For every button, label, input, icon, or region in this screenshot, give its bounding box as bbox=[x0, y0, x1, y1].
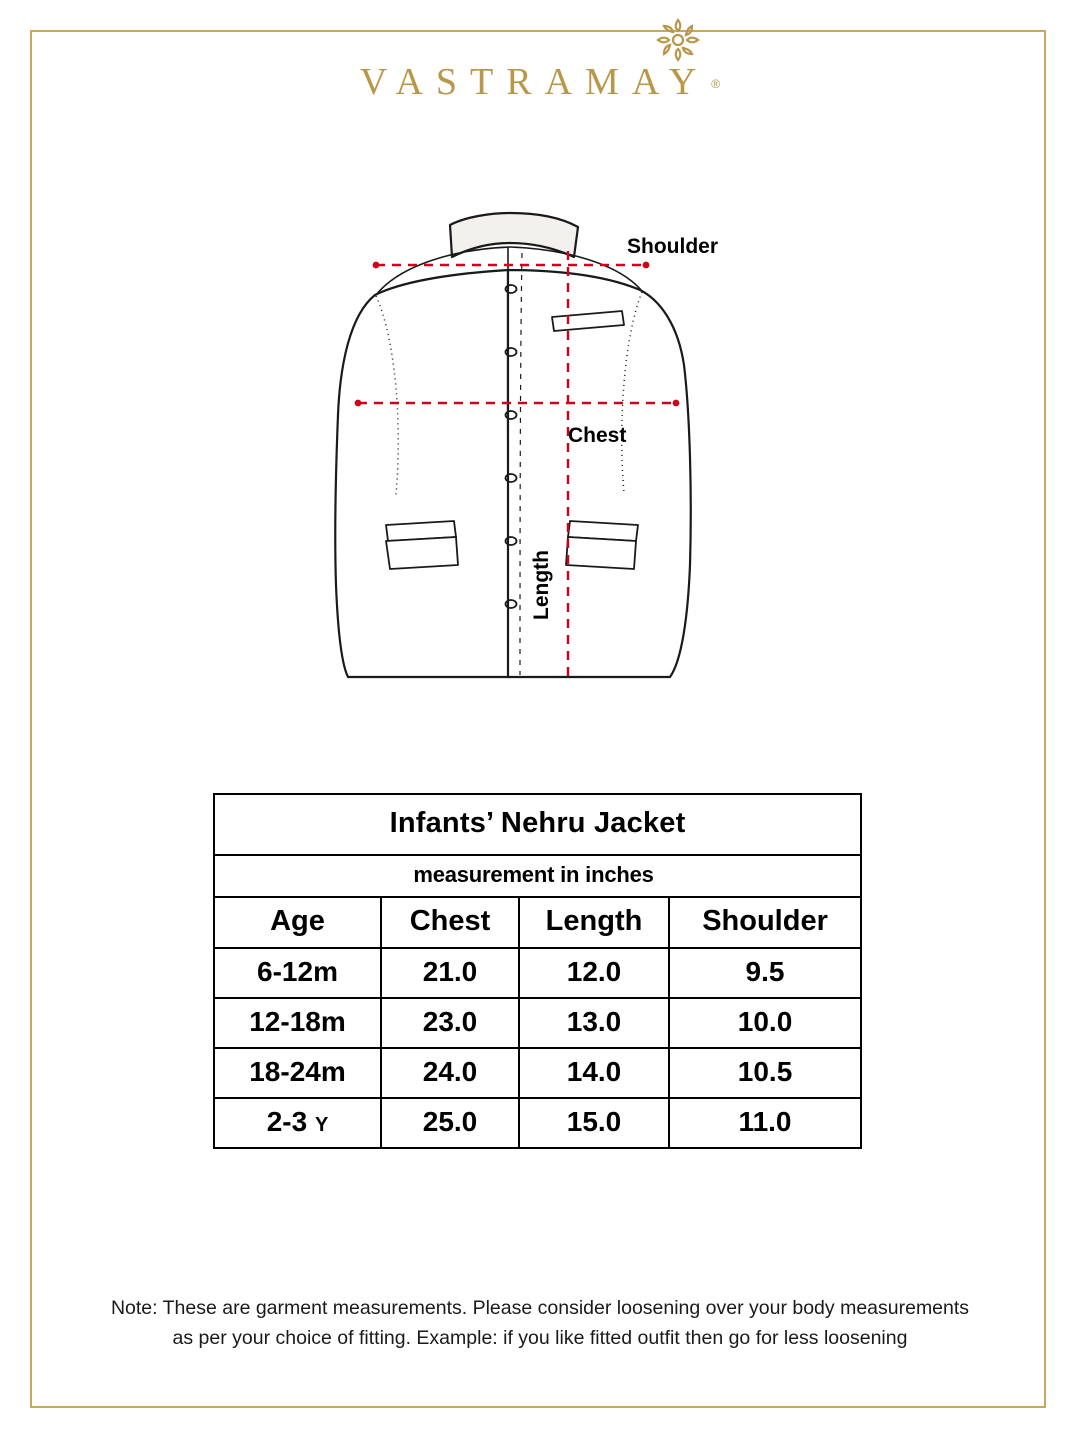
brand-name: VASTRAMAY bbox=[359, 61, 710, 103]
cell-chest: 21.0 bbox=[381, 948, 519, 998]
cell-length: 15.0 bbox=[519, 1098, 669, 1148]
cell-age bbox=[214, 948, 381, 998]
cell-age bbox=[214, 998, 381, 1048]
table-row bbox=[214, 1098, 861, 1148]
brand-header bbox=[0, 60, 1080, 104]
table-subtitle-row bbox=[214, 855, 861, 897]
size-chart-table bbox=[213, 793, 862, 1149]
cell-shoulder: 11.0 bbox=[669, 1098, 861, 1148]
table-row bbox=[214, 1048, 861, 1098]
column-header-length: Length bbox=[519, 897, 669, 948]
label-chest: Chest bbox=[568, 424, 627, 447]
table-row bbox=[214, 948, 861, 998]
column-header-chest: Chest bbox=[381, 897, 519, 948]
table-row bbox=[214, 998, 861, 1048]
cell-shoulder: 9.5 bbox=[669, 948, 861, 998]
cell-chest: 23.0 bbox=[381, 998, 519, 1048]
cell-length: 12.0 bbox=[519, 948, 669, 998]
cell-age bbox=[214, 1098, 381, 1148]
column-header-shoulder: Shoulder bbox=[669, 897, 861, 948]
registered-mark: ® bbox=[711, 76, 721, 91]
cell-age-value: 18-24m bbox=[249, 1056, 346, 1087]
note-line-2: as per your choice of fitting. Example: if you like fitted outfit then go for less loosening bbox=[172, 1327, 908, 1350]
table-title-row bbox=[214, 794, 861, 855]
cell-age bbox=[214, 1048, 381, 1098]
cell-shoulder: 10.5 bbox=[669, 1048, 861, 1098]
table-subtitle: measurement in inches bbox=[214, 855, 861, 897]
cell-age-value: 12-18m bbox=[249, 1006, 346, 1037]
label-length: Length bbox=[530, 550, 553, 620]
table-header-row bbox=[214, 897, 861, 948]
cell-shoulder: 10.0 bbox=[669, 998, 861, 1048]
cell-chest: 25.0 bbox=[381, 1098, 519, 1148]
cell-length: 13.0 bbox=[519, 998, 669, 1048]
jacket-diagram bbox=[0, 165, 1080, 745]
floral-star-icon bbox=[652, 14, 704, 66]
note-line-1: Note: These are garment measurements. Please consider loosening over your body measurements bbox=[110, 1297, 970, 1319]
footer-note bbox=[50, 1293, 1030, 1353]
cell-length: 14.0 bbox=[519, 1048, 669, 1098]
table-title: Infants’ Nehru Jacket bbox=[214, 794, 861, 855]
cell-age-suffix: Y bbox=[314, 1114, 329, 1136]
label-shoulder: Shoulder bbox=[627, 235, 719, 258]
cell-age-value: 6-12m bbox=[257, 956, 338, 987]
column-header-age: Age bbox=[214, 897, 381, 948]
cell-age-value: 2-3 bbox=[266, 1106, 308, 1137]
cell-chest: 24.0 bbox=[381, 1048, 519, 1098]
